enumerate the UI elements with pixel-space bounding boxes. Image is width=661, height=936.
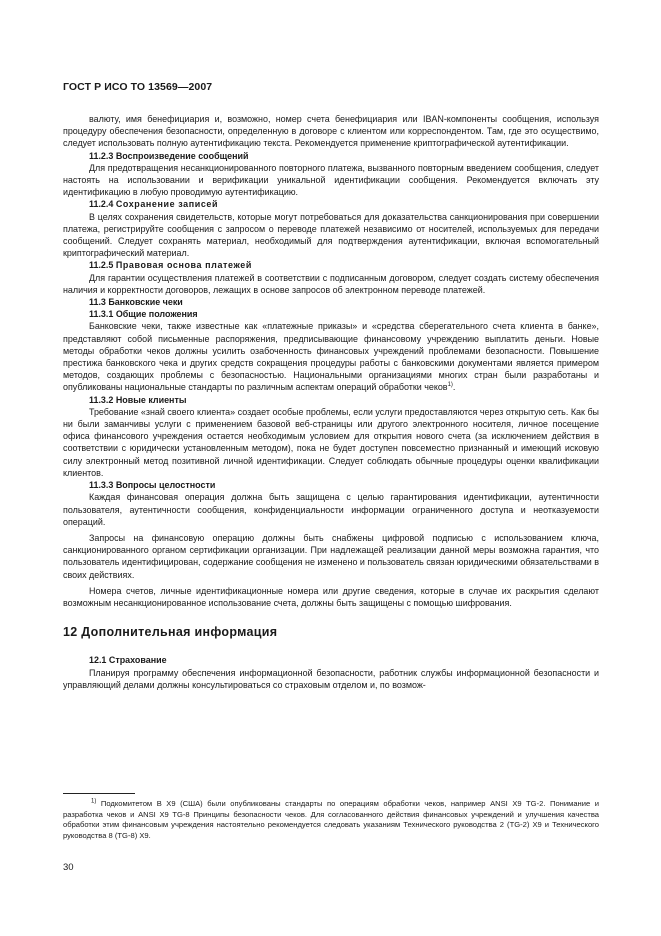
paragraph: Планируя программу обеспечения информационной безопасности, работник службы информационной безопасности и управляющий делами должны консультироваться со страховым отделом и, по возмож- <box>63 667 599 690</box>
paragraph: валюту, имя бенефициария и, возможно, номер счета бенефициария или IBAN-компоненты сообщения, используя процедуру обеспечения безопасности, определенную в договоре с клиентом или корреспондентом. Там, где это осуществимо, следует использовать полную аутентификацию текста. Рекомендуется применение криптографической аутентификации. <box>63 114 599 149</box>
paragraph: Номера счетов, личные идентификационные номера или другие сведения, которые в случае их раскрытия сделают возможным несанкционированное использование счета, должны быть защищены с помощью шифрования. <box>63 585 599 608</box>
section-number: 11.2.4 <box>89 199 114 210</box>
document-header: ГОСТ Р ИСО ТО 13569—2007 <box>63 81 213 93</box>
paragraph: Для гарантии осуществления платежей в соответствии с подписанным договором, следует создать систему обеспечения наличия и корректности договоров, лежащих в основе запросов об электронном переводе платежей. <box>63 272 599 295</box>
paragraph: В целях сохранения свидетельств, которые могут потребоваться для доказательства санкционирования при совершении платежа, регистрируйте сообщения с запросом о переводе платежей независимо от носителей, используемых для передачи сообщений. Следует сохранять материал, необходимый для подтверждения аутентификации, включая вспомогательный криптографический материал. <box>63 211 599 259</box>
paragraph: Каждая финансовая операция должна быть защищена с целью гарантирования идентификации, аутентичности пользователя, аутентичности сообщения, конфиденциальности информации ограниченного доступа и неотказуемости операций. <box>63 492 599 527</box>
footnote <box>63 799 599 841</box>
section-heading-12-1: 12.1 Страхование <box>89 655 167 666</box>
section-heading-11-2-3 <box>63 150 599 162</box>
section-number: 11.2.3 <box>89 150 114 161</box>
paragraph: Банковские чеки, также известные как «платежные приказы» и «средства сберегательного счета клиента в банке», представляют собой письменные распоряжения, предписывающие финансовому учреждению выплатить деньги. Новые методы обработки чеков должны усилить озабоченность финансовых учреждений проблемами безопасности. Повышение престижа банковского чека и других средств сокращения процедуры работы с банковскими документами является примером методов, создающих проблемы с безопасностью. Национальными организациями многих стран были разработаны и опубликованы национальные стандарты по различным аспектам операций обработки чеков$^{1)}$. <box>63 321 599 393</box>
footnote-text: Подкомитетом В Х9 (США) были опубликованы стандарты по операциям обработки чеков, например ANSI X9 TG-2. Понимание и разработка чеков и ANSI X9 TG-8 Принципы безопасности чеков. Для согласованного действия финансовых учреждений и улучшения качества обработки этим финансовым учреждения настоятельно рекомендуется следовать указаниям Технического руководства 2 (TG-2) Х9 и Технического руководства 8 (TG-8) Х9. <box>63 799 599 840</box>
section-heading-11-3: 11.3 Банковские чеки <box>89 297 183 308</box>
section-heading-11-3-2: 11.3.2 Новые клиенты <box>89 394 187 405</box>
section-title: Сохранение записей <box>115 199 219 210</box>
footnote-divider <box>63 793 135 794</box>
document-body <box>63 113 599 691</box>
section-title: Дополнительная информация <box>81 625 278 640</box>
section-number: 11.2.5 <box>89 260 114 271</box>
section-heading-11-3-1: 11.3.1 Общие положения <box>89 309 198 320</box>
section-heading-11-2-5 <box>63 259 599 271</box>
section-heading-11-3-3: 11.3.3 Вопросы целостности <box>89 480 216 491</box>
section-heading-11-2-4 <box>63 198 599 210</box>
section-heading-12 <box>63 626 599 638</box>
paragraph: Запросы на финансовую операцию должны быть снабжены цифровой подписью с использованием ключа, санкционированного органом сертификации организации. При надлежащей реализации данной меры возможна гарантия, что пользователь идентифицирован, содержание сообщения не изменено и пользователь связан юридическими обязательствами в своих действиях. <box>63 532 599 580</box>
section-title: Правовая основа платежей <box>115 260 252 271</box>
section-number: 12 <box>63 625 78 640</box>
paragraph: Для предотвращения несанкционированного повторного платежа, вызванного повторным введением сообщения, следует настоять на использовании и верификации уникальной идентификации сообщения. Рекомендуется включать эту идентификацию в любую проводимую аутентификацию. <box>63 162 599 198</box>
paragraph: Требование «знай своего клиента» создает особые проблемы, если услуги предоставляются через открытую сеть. Как бы ни были заманчивы услуги с применением базовой веб-страницы или другого электронного носителя, личное посещение офиса финансового учреждения остается необходимым условием для открытия нового счета (за исключением действия в соответствии с юридически установленным методом), пока не будет доступен повсеместно признанный и имеющий исковую силу электронный метод позитивной личной идентификации. Следует соблюдать обычные процедуры оценки квалификации клиентов. <box>63 406 599 478</box>
section-title: Воспроизведение сообщений <box>115 150 249 161</box>
footnote-reference: 1) <box>447 382 453 389</box>
footnote-mark: 1) <box>91 798 97 805</box>
page-number: 30 <box>63 862 74 873</box>
